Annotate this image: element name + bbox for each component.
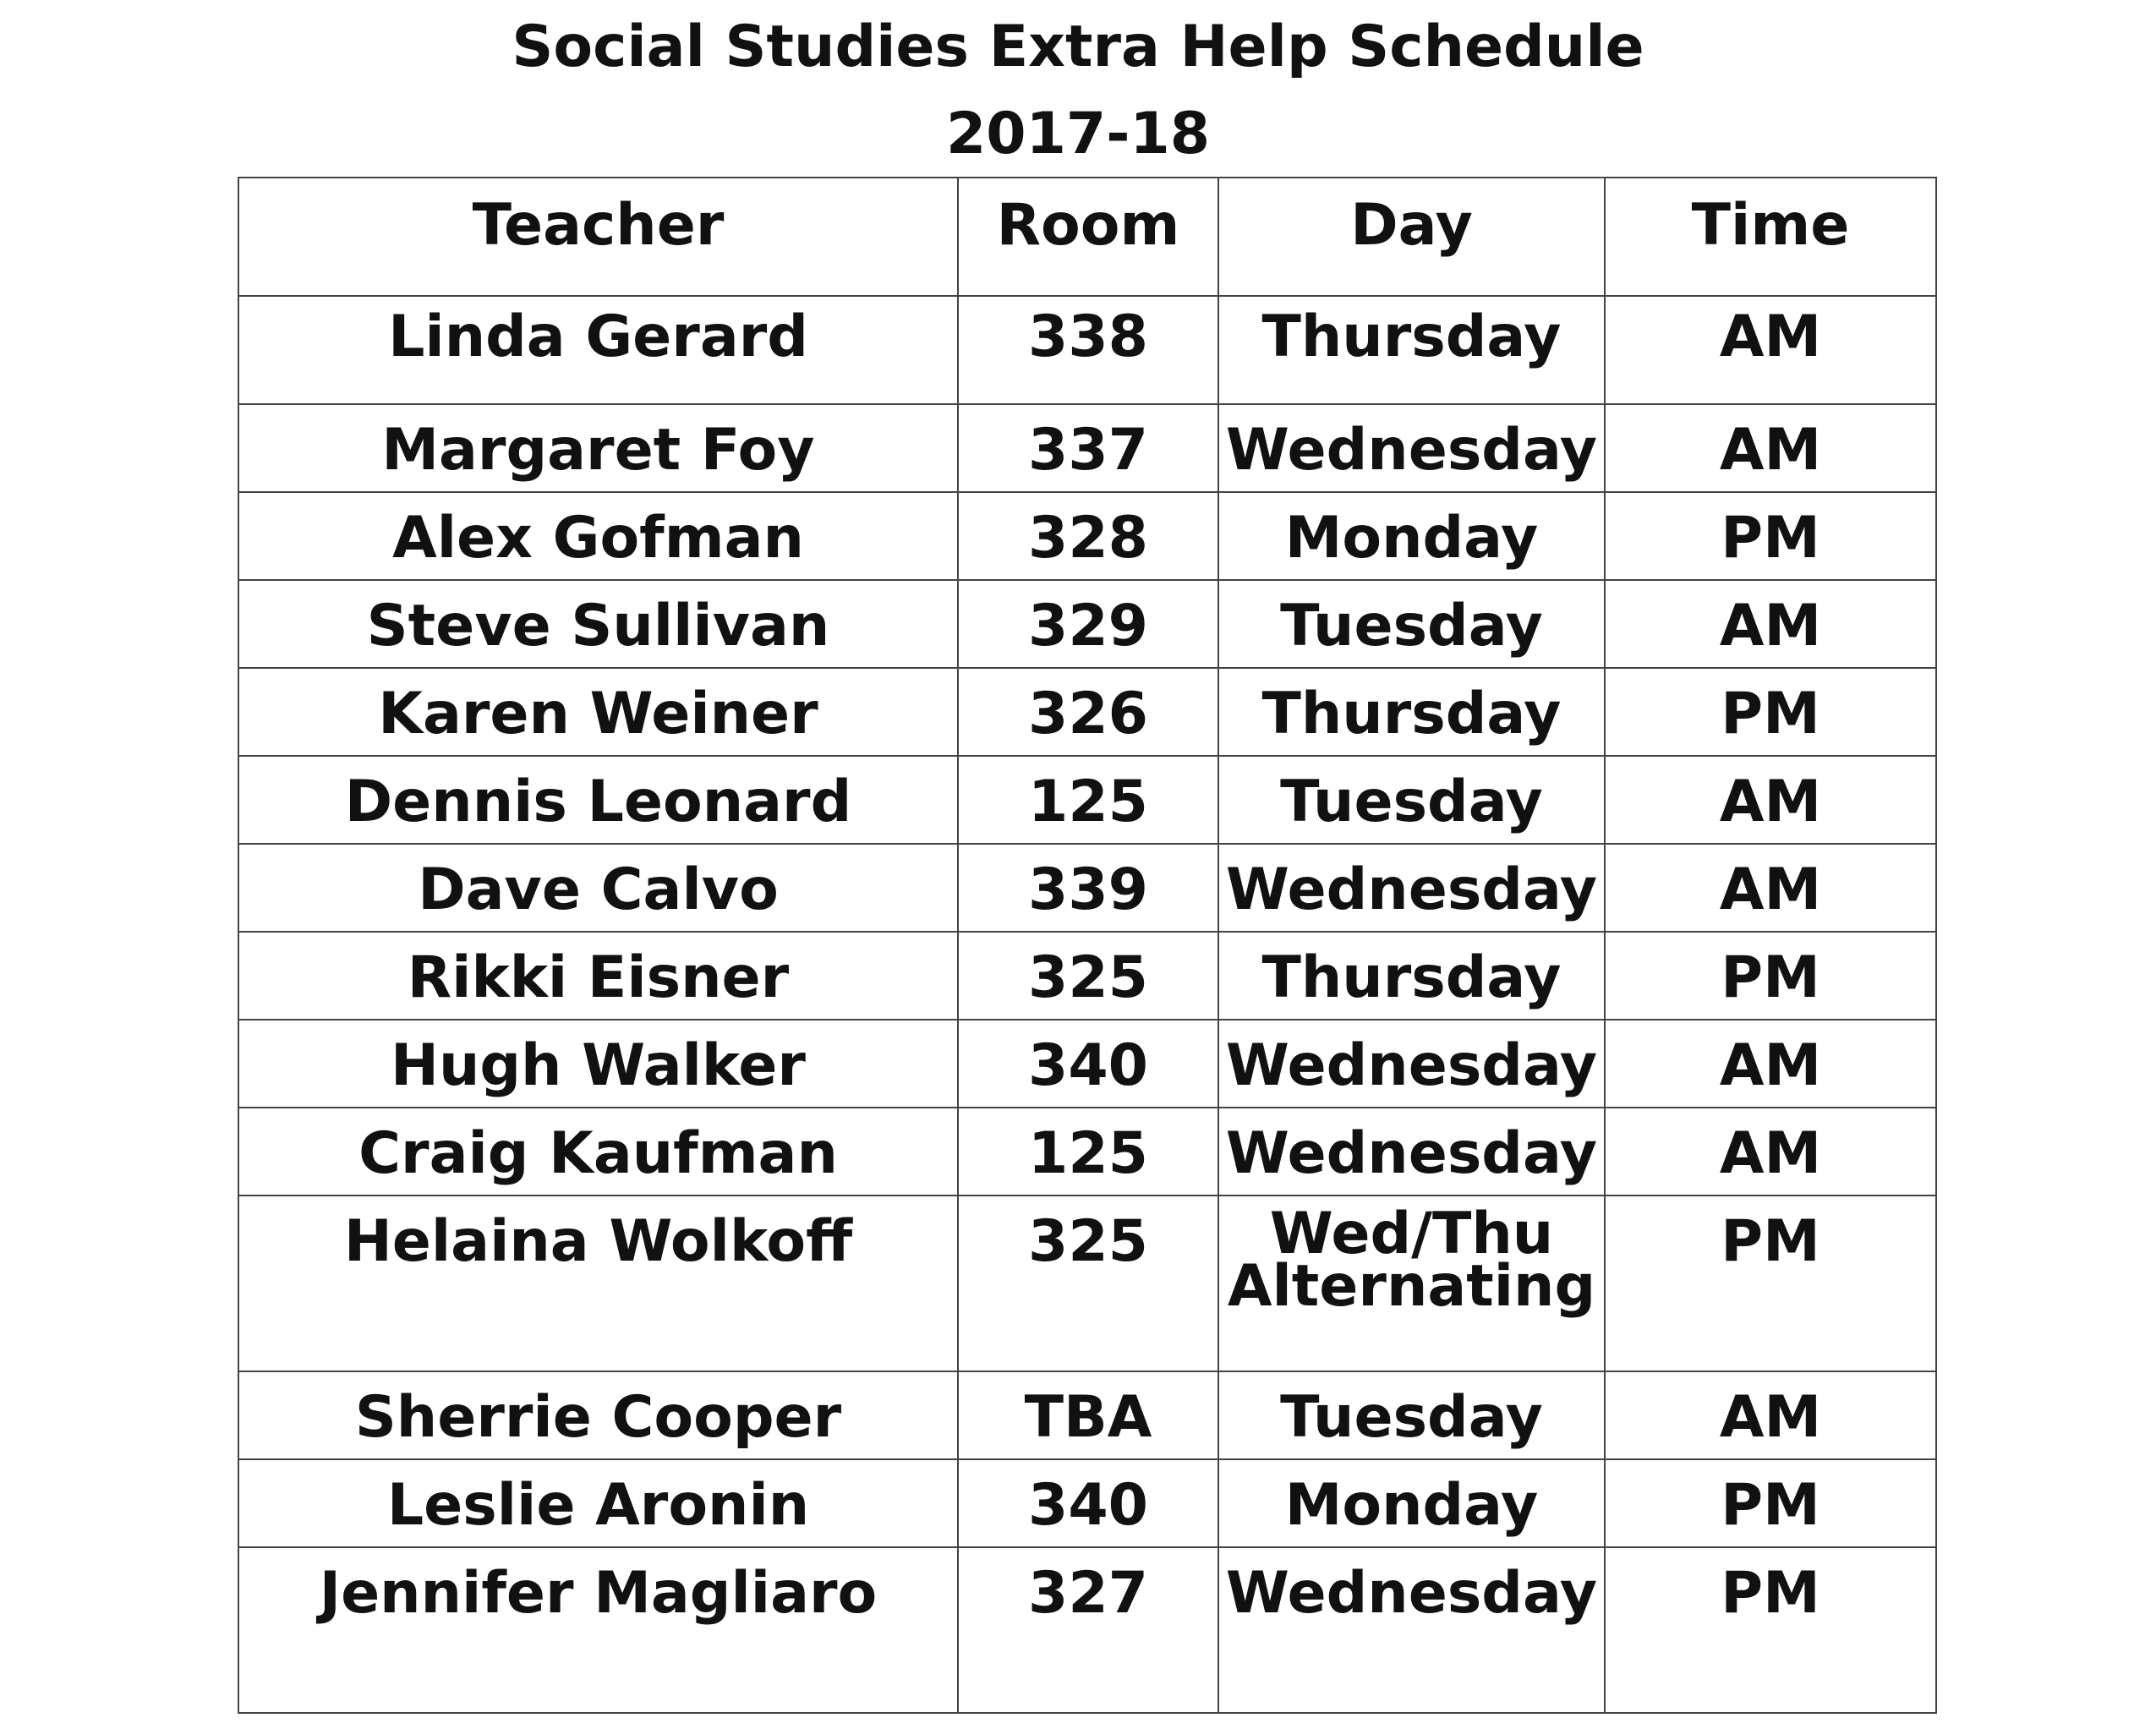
cell-day: Thursday <box>1218 668 1605 756</box>
cell-day: Thursday <box>1218 932 1605 1020</box>
page-subtitle: 2017-18 <box>945 101 1211 167</box>
table-header-row <box>238 178 1936 296</box>
cell-time: AM <box>1605 844 1936 932</box>
cell-time: AM <box>1605 296 1936 404</box>
cell-room: 325 <box>958 1196 1218 1371</box>
cell-day: Wednesday <box>1218 1020 1605 1108</box>
cell-day: Tuesday <box>1218 1371 1605 1459</box>
cell-teacher: Jennifer Magliaro <box>238 1547 958 1713</box>
cell-room: 327 <box>958 1547 1218 1713</box>
cell-teacher: Sherrie Cooper <box>238 1371 958 1459</box>
table-row <box>238 1108 1936 1196</box>
cell-room: 125 <box>958 1108 1218 1196</box>
cell-room: 339 <box>958 844 1218 932</box>
cell-time: PM <box>1605 1547 1936 1713</box>
cell-time: AM <box>1605 756 1936 844</box>
cell-teacher: Hugh Walker <box>238 1020 958 1108</box>
cell-room: 325 <box>958 932 1218 1020</box>
cell-room: TBA <box>958 1371 1218 1459</box>
table-row <box>238 668 1936 756</box>
table-row <box>238 296 1936 404</box>
cell-room: 338 <box>958 296 1218 404</box>
cell-day: Wednesday <box>1218 404 1605 492</box>
cell-day: Thursday <box>1218 296 1605 404</box>
cell-teacher: Leslie Aronin <box>238 1459 958 1547</box>
cell-time: PM <box>1605 668 1936 756</box>
cell-teacher: Margaret Foy <box>238 404 958 492</box>
cell-room: 340 <box>958 1459 1218 1547</box>
table-row <box>238 1196 1936 1371</box>
cell-time: PM <box>1605 492 1936 580</box>
cell-room: 328 <box>958 492 1218 580</box>
table-row <box>238 844 1936 932</box>
cell-teacher: Rikki Eisner <box>238 932 958 1020</box>
cell-time: PM <box>1605 932 1936 1020</box>
column-header-teacher: Teacher <box>238 178 958 296</box>
cell-day: Wednesday <box>1218 1547 1605 1713</box>
cell-day: Monday <box>1218 492 1605 580</box>
cell-day: Wednesday <box>1218 844 1605 932</box>
cell-room: 340 <box>958 1020 1218 1108</box>
cell-teacher: Steve Sullivan <box>238 580 958 668</box>
cell-time: PM <box>1605 1196 1936 1371</box>
cell-day: Wednesday <box>1218 1108 1605 1196</box>
column-header-day: Day <box>1218 178 1605 296</box>
cell-teacher: Dennis Leonard <box>238 756 958 844</box>
table-row <box>238 1459 1936 1547</box>
cell-time: AM <box>1605 1371 1936 1459</box>
table-row <box>238 756 1936 844</box>
cell-day: Wed/Thu Alternating <box>1218 1196 1605 1371</box>
cell-teacher: Karen Weiner <box>238 668 958 756</box>
table-row <box>238 1547 1936 1713</box>
cell-room: 337 <box>958 404 1218 492</box>
column-header-time: Time <box>1605 178 1936 296</box>
cell-teacher: Helaina Wolkoff <box>238 1196 958 1371</box>
column-header-room: Room <box>958 178 1218 296</box>
table-row <box>238 1371 1936 1459</box>
cell-time: AM <box>1605 1020 1936 1108</box>
cell-time: AM <box>1605 404 1936 492</box>
table-row <box>238 1020 1936 1108</box>
cell-room: 125 <box>958 756 1218 844</box>
table-row <box>238 580 1936 668</box>
table-row <box>238 404 1936 492</box>
cell-room: 326 <box>958 668 1218 756</box>
schedule-table <box>238 177 1937 1714</box>
cell-teacher: Craig Kaufman <box>238 1108 958 1196</box>
page-title: Social Studies Extra Help Schedule <box>512 14 1644 80</box>
cell-day: Tuesday <box>1218 580 1605 668</box>
cell-teacher: Linda Gerard <box>238 296 958 404</box>
table-row <box>238 932 1936 1020</box>
cell-teacher: Dave Calvo <box>238 844 958 932</box>
table-row <box>238 492 1936 580</box>
cell-day: Tuesday <box>1218 756 1605 844</box>
cell-time: PM <box>1605 1459 1936 1547</box>
cell-time: AM <box>1605 1108 1936 1196</box>
cell-teacher: Alex Gofman <box>238 492 958 580</box>
cell-room: 329 <box>958 580 1218 668</box>
cell-time: AM <box>1605 580 1936 668</box>
cell-day: Monday <box>1218 1459 1605 1547</box>
